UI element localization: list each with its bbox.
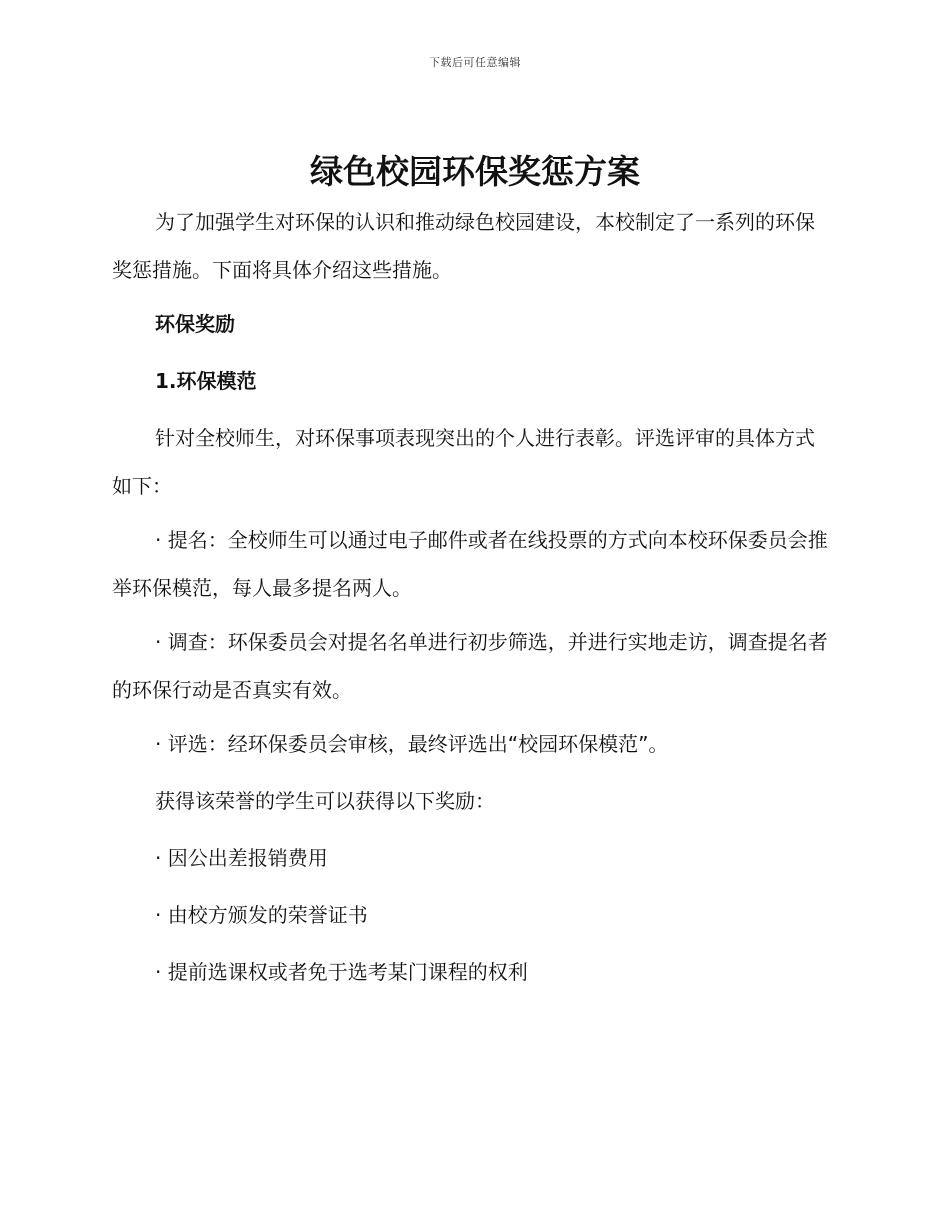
subsection-heading: 1.环保模范 (155, 369, 257, 393)
header-note: 下载后可任意编辑 (429, 56, 521, 69)
step-investigation: · 调查：环保委员会对提名名单进行初步筛选，并进行实地走访，调查提名者的环保行动是否真实有效。 (112, 630, 828, 702)
step-nomination: · 提名：全校师生可以通过电子邮件或者在线投票的方式向本校环保委员会推举环保模范，每人最多提名两人。 (112, 528, 828, 600)
section-heading: 环保奖励 (155, 312, 235, 336)
reward-item: · 因公出差报销费用 (155, 846, 328, 870)
rewards-intro: 获得该荣誉的学生可以获得以下奖励： (155, 789, 495, 813)
step-selection: · 评选：经环保委员会审核，最终评选出“校园环保模范”。 (155, 732, 669, 756)
document-title: 绿色校园环保奖惩方案 (310, 152, 640, 191)
intro-paragraph: 为了加强学生对环保的认识和推动绿色校园建设，本校制定了一系列的环保奖惩措施。下面将具体介绍这些措施。 (112, 210, 815, 282)
reward-item: · 由校方颁发的荣誉证书 (155, 903, 368, 927)
reward-item: · 提前选课权或者免于选考某门课程的权利 (155, 960, 528, 984)
subsection-intro-paragraph: 针对全校师生，对环保事项表现突出的个人进行表彰。评选评审的具体方式如下： (112, 426, 815, 498)
